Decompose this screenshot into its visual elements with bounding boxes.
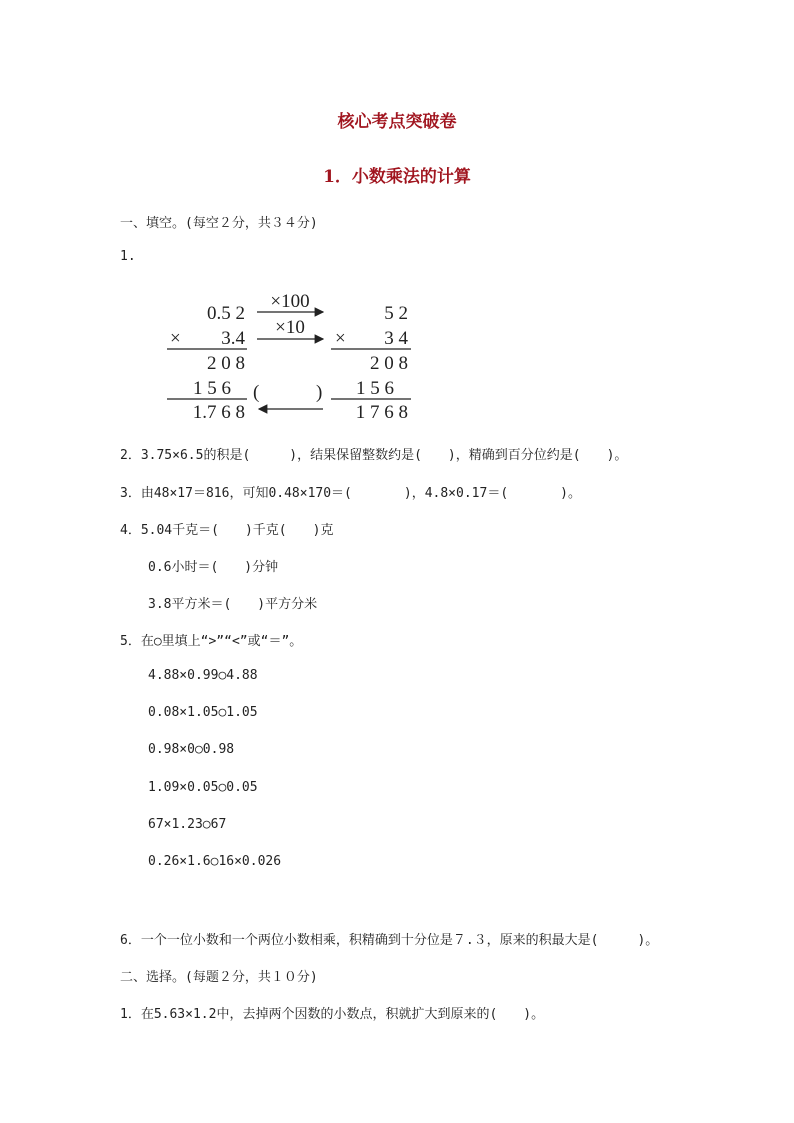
left-result: 1.7 6 8 — [192, 402, 245, 423]
q5-item: 0.98×0○0.98 — [148, 742, 235, 757]
right-result: 1 7 6 8 — [355, 402, 408, 423]
left-partial-1: 2 0 8 — [207, 353, 245, 374]
right-factor-1: 5 2 — [384, 303, 408, 324]
question-6: 6．一个一位小数和一个两位小数相乘，积精确到十分位是７.３，原来的积最大是( )。 — [120, 933, 659, 948]
part2-heading: 二、选择。(每题２分，共１０分) — [120, 970, 318, 985]
question-3: 3．由48×17＝816，可知0.48×170＝( )，4.8×0.17＝( )。 — [120, 486, 581, 501]
question-5: 5．在○里填上“>”“<”或“＝”。 — [120, 634, 303, 649]
question-1-label: 1. — [120, 249, 136, 264]
multiplication-diagram-svg — [165, 285, 425, 425]
right-factor-2: 3 4 — [384, 328, 408, 349]
part1-heading: 一、填空。(每空２分，共３４分) — [120, 216, 318, 231]
left-partial-2: 1 5 6 — [193, 378, 231, 399]
arrow-top-label: ×100 — [270, 291, 310, 312]
question-4-c: 3.8平方米＝( )平方分米 — [148, 597, 318, 612]
left-factor-1: 0.5 2 — [207, 303, 245, 324]
right-partial-1: 2 0 8 — [370, 353, 408, 374]
question-4-b: 0.6小时＝( )分钟 — [148, 560, 279, 575]
q5-item: 0.08×1.05○1.05 — [148, 705, 258, 720]
paren-open: ( — [253, 382, 260, 403]
right-multiply-sign: × — [335, 328, 346, 349]
right-partial-2: 1 5 6 — [356, 378, 394, 399]
left-multiply-sign: × — [170, 328, 181, 349]
multiplication-diagram — [165, 285, 425, 425]
paren-close: ) — [316, 382, 323, 403]
q5-item: 0.26×1.6○16×0.026 — [148, 854, 282, 869]
left-factor-2: 3.4 — [221, 328, 245, 349]
arrow-mid-label: ×10 — [275, 317, 305, 338]
q5-item: 4.88×0.99○4.88 — [148, 668, 258, 683]
part2-question-1: 1．在5.63×1.2中，去掉两个因数的小数点，积就扩大到原来的( )。 — [120, 1007, 545, 1022]
q5-item: 67×1.23○67 — [148, 817, 227, 832]
question-2: 2．3.75×6.5的积是( )，结果保留整数约是( )，精确到百分位约是( )。 — [120, 448, 628, 463]
q5-item: 1.09×0.05○0.05 — [148, 780, 258, 795]
question-4: 4．5.04千克＝( )千克( )克 — [120, 523, 334, 538]
page-title: 核心考点突破卷 — [337, 112, 457, 132]
section-title: 1．小数乘法的计算 — [323, 167, 471, 187]
